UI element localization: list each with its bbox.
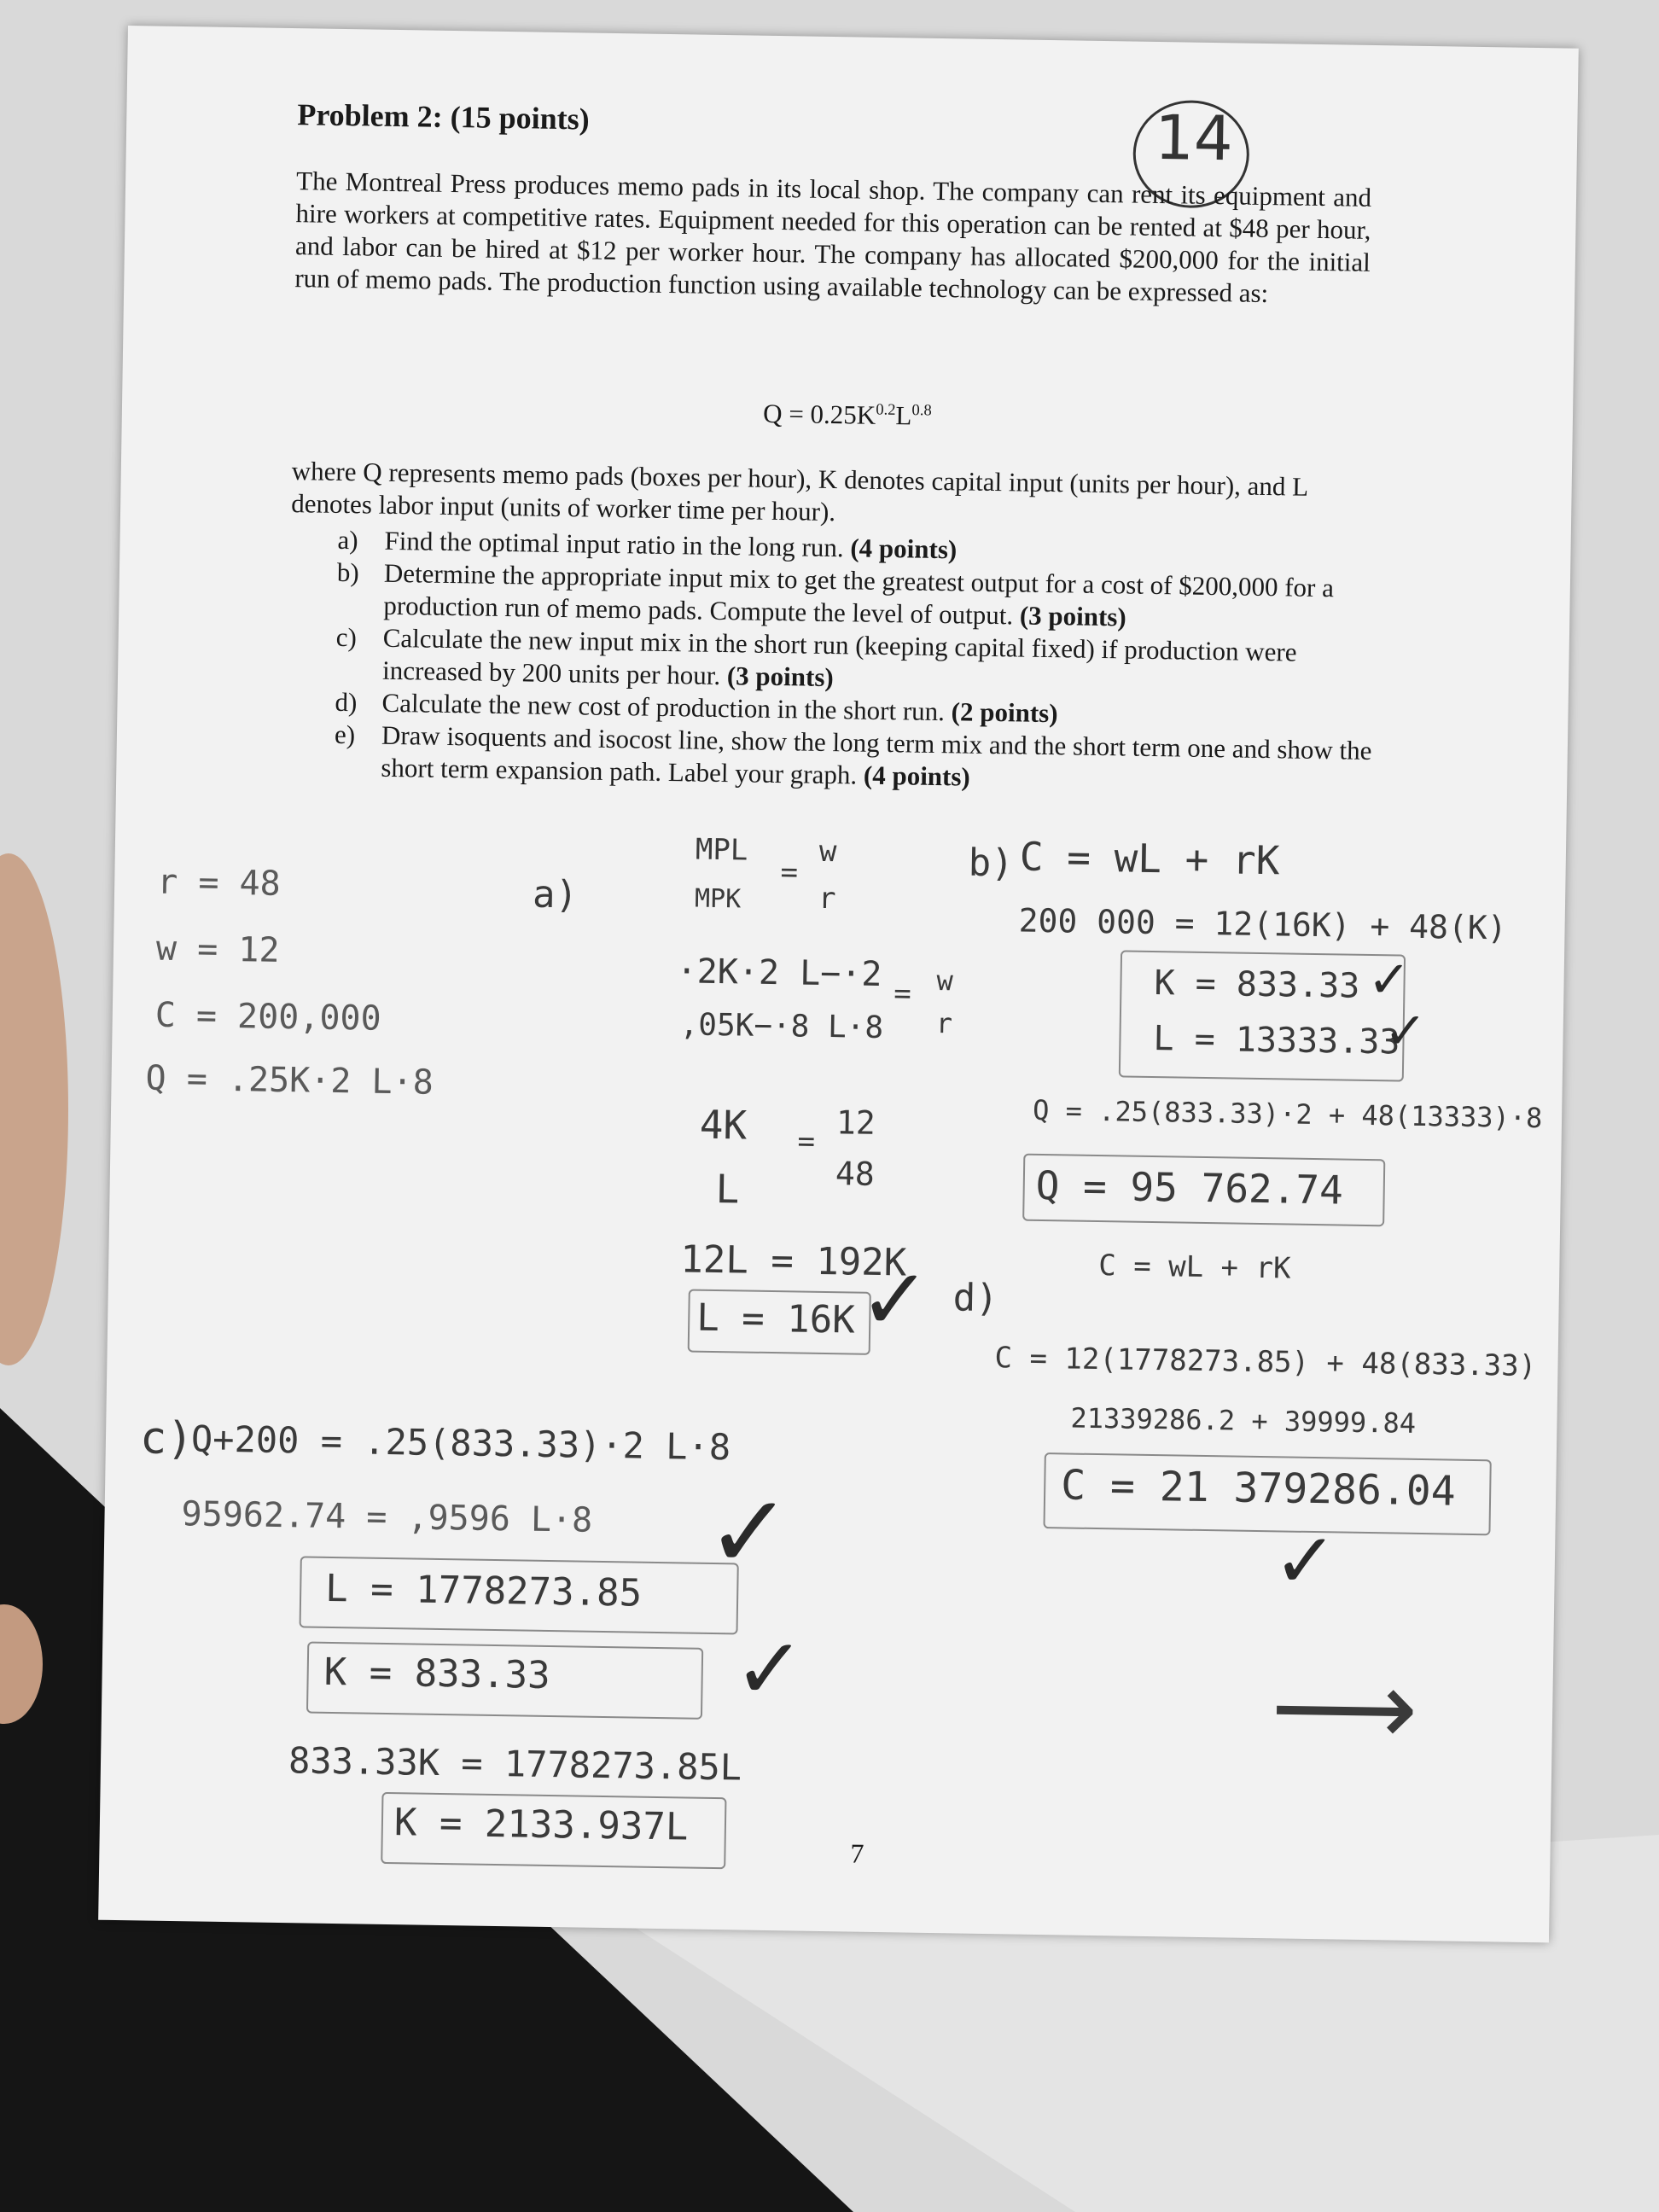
part-b-line2: 200 000 = 12(16K) + 48(K) bbox=[1018, 901, 1507, 947]
formula-q: Q = 0.25K bbox=[762, 398, 876, 430]
page-number: 7 bbox=[850, 1837, 864, 1869]
question-text: Calculate the new cost of production in the short run. bbox=[381, 687, 946, 727]
part-d-formula: C = wL + rK bbox=[1098, 1249, 1291, 1286]
part-c-line5: 833.33K = 1778273.85L bbox=[288, 1739, 742, 1789]
check-mark-icon: ✓ bbox=[1272, 1516, 1339, 1607]
variable-definitions: where Q represents memo pads (boxes per hour), K denotes capital input (units per hour), and L denotes labor input (units of worker time per hour). bbox=[290, 456, 1308, 527]
part-a-w: w bbox=[818, 834, 837, 870]
part-a-48: 48 bbox=[835, 1155, 876, 1193]
question-points: (3 points) bbox=[726, 661, 835, 693]
part-a-mpk: MPK bbox=[694, 883, 742, 915]
part-c-line1: Q+200 = .25(833.33)·2 L·8 bbox=[190, 1417, 731, 1469]
question-text: Find the optimal input ratio in the long run. bbox=[384, 525, 844, 563]
question-text: Draw isoquents and isocost line, show the long term mix and the short term one and show the short term expansion path. Label your graph. bbox=[381, 719, 1372, 790]
given-w: w = 12 bbox=[155, 928, 280, 970]
part-c-k: K = 833.33 bbox=[323, 1650, 550, 1698]
formula-exp-l: 0.8 bbox=[911, 401, 932, 420]
problem-title: Problem 2: (15 points) bbox=[297, 97, 590, 137]
part-a-w2: w bbox=[936, 964, 954, 998]
question-label: c) bbox=[335, 621, 358, 653]
question-label: a) bbox=[337, 524, 358, 556]
part-b-label: b) bbox=[968, 841, 1015, 886]
worksheet-page bbox=[98, 26, 1579, 1942]
problem-intro: The Montreal Press produces memo pads in its local shop. The company can rent its equipment and hire workers at competitive rates. Equipment needed for this operation can be rented at $48 per hour, and labor can be hired at $12 per worker hour. The company has allocated $200,000 for the initial run of memo pads. The production function using available technology can be expressed as: bbox=[294, 166, 1372, 309]
part-d-line3: 21339286.2 + 39999.84 bbox=[1070, 1401, 1417, 1440]
question-text: Calculate the new input mix in the short run (keeping capital fixed) if production were increased by 200 units per hour. bbox=[381, 622, 1297, 690]
question-label: e) bbox=[334, 719, 356, 750]
check-mark-icon: ✓ bbox=[732, 1618, 806, 1720]
given-r: r = 48 bbox=[156, 862, 282, 904]
continue-arrow-icon: ⟶ bbox=[1270, 1648, 1419, 1769]
part-a-l: L bbox=[715, 1165, 740, 1213]
part-a-answer: L = 16K bbox=[696, 1295, 856, 1342]
part-a-eq1: = bbox=[780, 855, 799, 890]
part-b-k: K = 833.33 bbox=[1154, 963, 1360, 1006]
part-b-line1: C = wL + rK bbox=[1019, 833, 1280, 884]
formula-l: L bbox=[895, 400, 912, 431]
question-list bbox=[334, 524, 1379, 800]
part-b-q-calc: Q = .25(833.33)·2 + 48(13333)·8 bbox=[1032, 1093, 1543, 1135]
question-points: (3 points) bbox=[1019, 600, 1127, 632]
part-a-num2: ·2K·2 L−·2 bbox=[676, 952, 882, 995]
part-c-l: L = 1778273.85 bbox=[324, 1566, 643, 1615]
part-a-r2: r bbox=[935, 1007, 953, 1040]
question-points: (4 points) bbox=[850, 533, 958, 565]
part-a-eq4: 12L = 192K bbox=[679, 1237, 907, 1285]
part-a-den2: ,05K−·8 L·8 bbox=[679, 1007, 884, 1046]
part-c-ratio: K = 2133.937L bbox=[393, 1801, 689, 1849]
part-a-r: r bbox=[818, 881, 836, 917]
question-points: (2 points) bbox=[951, 696, 1058, 729]
score-mark: 14 bbox=[1154, 101, 1234, 175]
part-a-eq3: = bbox=[797, 1124, 816, 1159]
formula-exp-k: 0.2 bbox=[876, 400, 896, 419]
check-mark-icon: ✓ bbox=[858, 1249, 932, 1350]
question-label: d) bbox=[335, 686, 358, 718]
check-mark-icon: ✓ bbox=[1367, 949, 1412, 1010]
part-d-answer: C = 21 379286.04 bbox=[1060, 1461, 1457, 1516]
part-a-label: a) bbox=[532, 872, 579, 917]
part-a-eq2: = bbox=[893, 976, 912, 1011]
part-d-line2: C = 12(1778273.85) + 48(833.33) bbox=[994, 1341, 1537, 1384]
question-text: Determine the appropriate input mix to get the greatest output for a cost of $200,000 for a production run of memo pads. Compute the level of output. bbox=[383, 557, 1335, 631]
check-mark-icon: ✓ bbox=[705, 1472, 793, 1593]
part-c-label: c) bbox=[139, 1412, 195, 1465]
part-a-mpl: MPL bbox=[695, 832, 748, 868]
check-mark-icon: ✓ bbox=[1383, 1001, 1428, 1062]
part-c-line2: 95962.74 = ,9596 L·8 bbox=[181, 1494, 593, 1540]
question-label: b) bbox=[336, 556, 360, 588]
production-function bbox=[122, 388, 1573, 442]
given-q: Q = .25K·2 L·8 bbox=[145, 1058, 434, 1103]
part-a-12: 12 bbox=[835, 1103, 876, 1142]
given-c: C = 200,000 bbox=[154, 995, 382, 1039]
question-points: (4 points) bbox=[863, 760, 971, 792]
part-b-q-answer: Q = 95 762.74 bbox=[1035, 1161, 1344, 1214]
part-a-4k: 4K bbox=[699, 1101, 748, 1149]
part-d-label: d) bbox=[952, 1276, 999, 1321]
part-b-l: L = 13333.33 bbox=[1153, 1019, 1400, 1062]
